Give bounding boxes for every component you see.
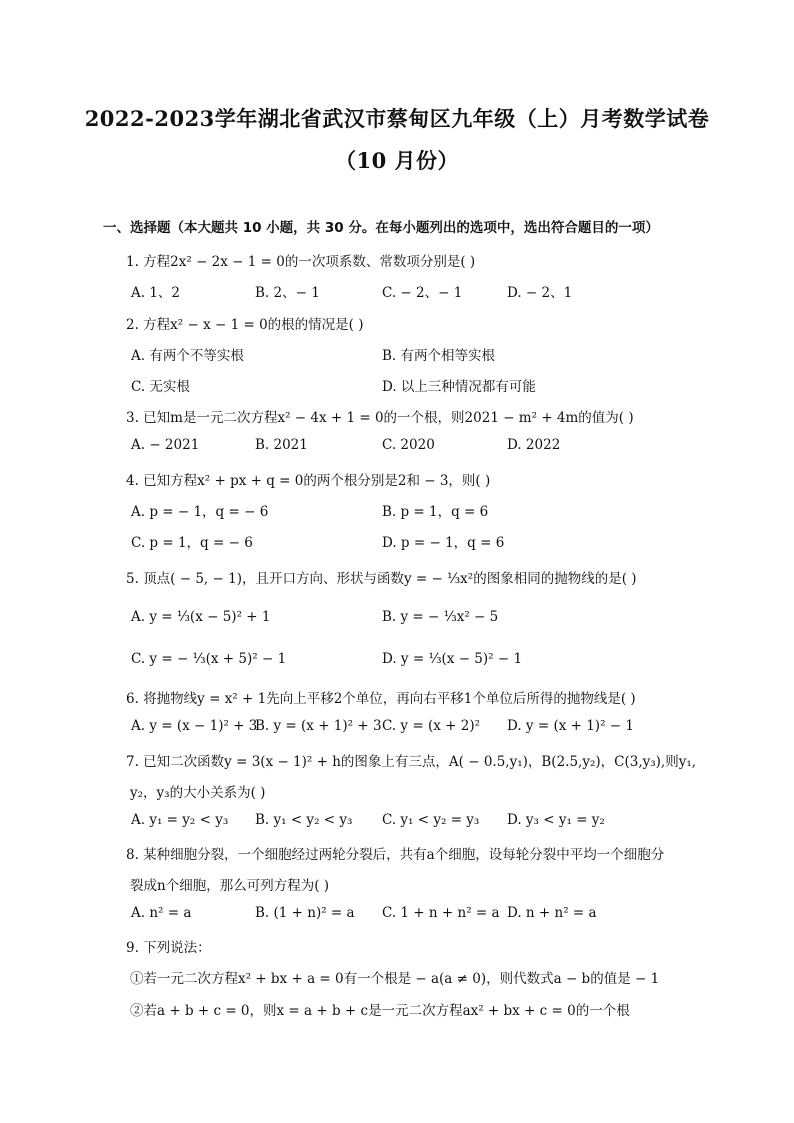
question-8-option-b: B. (1 + n)² = a (255, 905, 355, 921)
question-6-option-c: C. y = (x + 2)² (382, 718, 480, 734)
section-heading: 一、选择题（本大题共 10 小题，共 30 分。在每小题列出的选项中，选出符合题目的一项） (103, 220, 659, 236)
question-3-option-b: B. 2021 (255, 437, 308, 453)
question-9-stem: 9. 下列说法： (126, 940, 211, 956)
question-4-stem: 4. 已知方程x² + px + q = 0的两个根分别是2和 − 3，则( ) (126, 473, 491, 489)
question-1-option-a: A. 1、2 (131, 285, 181, 301)
question-7-option-c: C. y₁ < y₂ = y₃ (382, 812, 480, 828)
question-1-option-d: D. − 2、1 (507, 285, 573, 301)
question-7-option-a: A. y₁ = y₂ < y₃ (131, 812, 229, 828)
question-1-option-c: C. − 2、− 1 (382, 285, 463, 301)
question-7-stem-continued: y₂，y₃的大小关系为( ) (130, 785, 266, 801)
question-6-option-b: B. y = (x + 1)² + 3 (255, 718, 382, 734)
question-9-statement-2: ②若a + b + c = 0，则x = a + b + c是一元二次方程ax² + bx + c = 0的一个根 (130, 1003, 630, 1019)
question-4-option-a: A. p = − 1，q = − 6 (131, 504, 269, 520)
question-5-option-a: A. y = ⅓(x − 5)² + 1 (131, 609, 271, 625)
question-4-option-d: D. p = − 1，q = 6 (382, 535, 505, 551)
question-1-stem: 1. 方程2x² − 2x − 1 = 0的一次项系数、常数项分别是( ) (126, 254, 476, 270)
question-5-stem: 5. 顶点( − 5, − 1)，且开口方向、形状与函数y = − ⅓x²的图象相同的抛物线的是( ) (126, 571, 637, 587)
question-5-option-c: C. y = − ⅓(x + 5)² − 1 (131, 651, 287, 667)
question-8-option-c: C. 1 + n + n² = a (382, 905, 500, 921)
question-4-option-c: C. p = 1，q = − 6 (131, 535, 253, 551)
question-8-stem-continued: 裂成n个细胞，那么可列方程为( ) (130, 878, 330, 894)
question-3-option-d: D. 2022 (507, 437, 561, 453)
question-7-option-b: B. y₁ < y₂ < y₃ (255, 812, 353, 828)
question-8-option-a: A. n² = a (131, 905, 192, 921)
question-3-stem: 3. 已知m是一元二次方程x² − 4x + 1 = 0的一个根，则2021 − m² + 4m的值为( ) (126, 410, 634, 426)
question-6-option-d: D. y = (x + 1)² − 1 (507, 718, 634, 734)
exam-title: 2022-2023学年湖北省武汉市蔡甸区九年级（上）月考数学试卷 (84, 106, 710, 131)
question-4-option-b: B. p = 1，q = 6 (382, 504, 489, 520)
question-6-option-a: A. y = (x − 1)² + 3 (131, 718, 258, 734)
question-1-option-b: B. 2、− 1 (255, 285, 320, 301)
question-6-stem: 6. 将抛物线y = x² + 1先向上平移2个单位，再向右平移1个单位后所得的抛物线是( ) (126, 691, 636, 707)
question-2-option-c: C. 无实根 (131, 379, 190, 395)
question-2-option-b: B. 有两个相等实根 (382, 348, 496, 364)
question-9-statement-1: ①若一元二次方程x² + bx + a = 0有一个根是 − a(a ≠ 0)，则代数式a − b的值是 − 1 (130, 971, 660, 987)
question-8-option-d: D. n + n² = a (507, 905, 597, 921)
question-5-option-d: D. y = ⅓(x − 5)² − 1 (382, 651, 523, 667)
exam-title-subtitle: （10 月份） (334, 148, 460, 173)
question-3-option-a: A. − 2021 (131, 437, 200, 453)
question-3-option-c: C. 2020 (382, 437, 435, 453)
question-7-stem: 7. 已知二次函数y = 3(x − 1)² + h的图象上有三点，A( − 0.5,y₁)，B(2.5,y₂)，C(3,y₃),则y₁, (126, 754, 697, 770)
question-2-option-a: A. 有两个不等实根 (131, 348, 244, 364)
question-7-option-d: D. y₃ < y₁ = y₂ (507, 812, 605, 828)
question-8-stem: 8. 某种细胞分裂，一个细胞经过两轮分裂后，共有a个细胞，设每轮分裂中平均一个细胞分 (126, 847, 665, 863)
question-2-stem: 2. 方程x² − x − 1 = 0的根的情况是( ) (126, 317, 364, 333)
question-2-option-d: D. 以上三种情况都有可能 (382, 379, 536, 395)
question-5-option-b: B. y = − ⅓x² − 5 (382, 609, 499, 625)
